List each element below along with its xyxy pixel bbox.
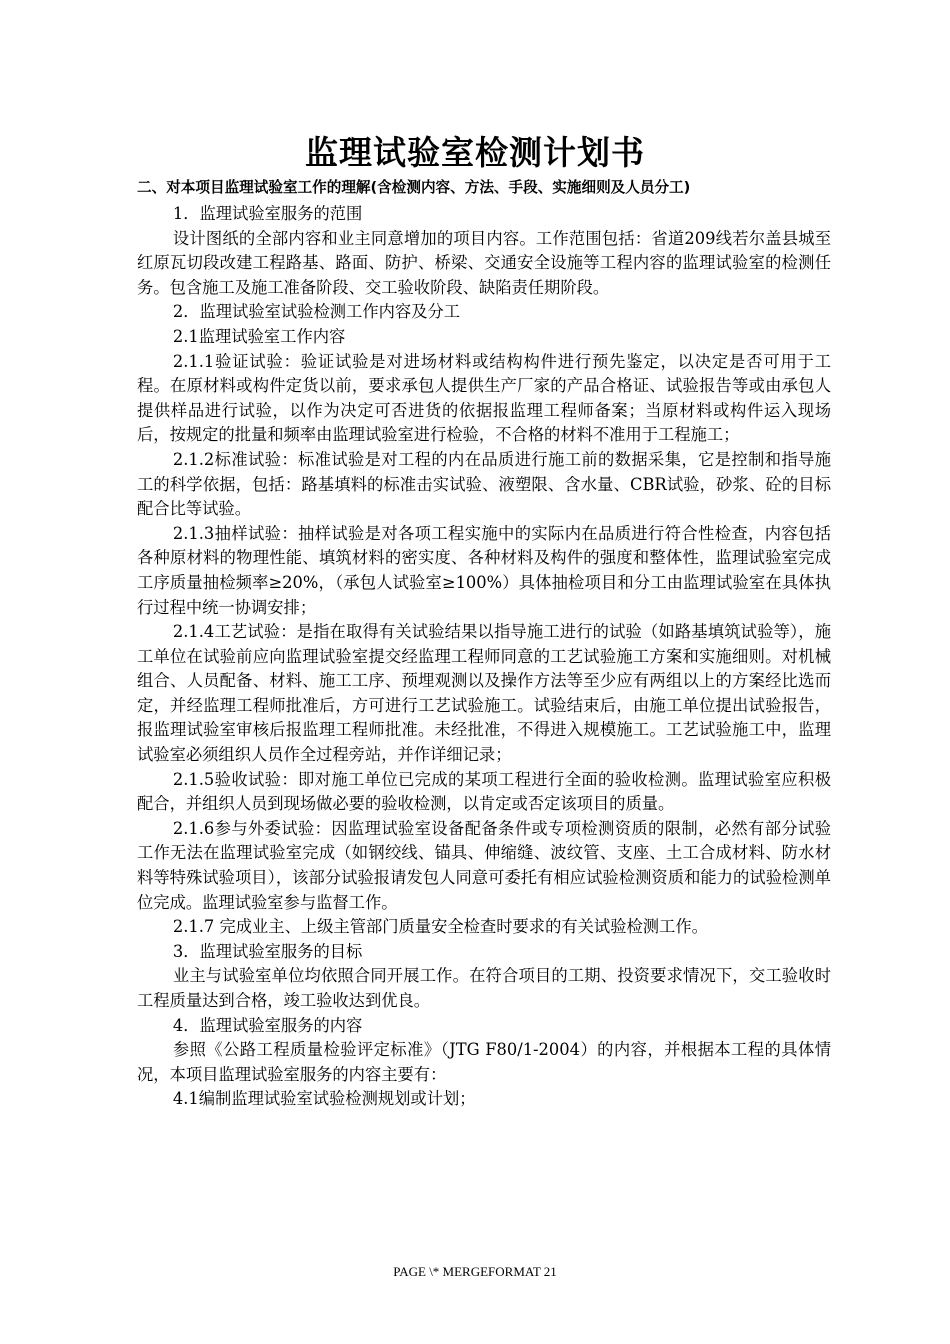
paragraph-14: 4．监理试验室服务的内容 [172,1015,363,1035]
paragraph-11: 2.1.7 完成业主、上级主管部门质量安全检查时要求的有关试验检测工作。 [172,917,708,937]
paragraph-8: 2.1.4工艺试验：是指在取得有关试验结果以指导施工进行的试验（如路基填筑试验等），施工单位在试验前应向监理试验室提交经监理工程师同意的工艺试验施工方案和实施细则。对机械组合、人员配备、材料、施工工序、预埋观测以及操作方法等至少应有两组以上的方案经比选而定，并经监理工程师批准后，方可进行工艺试验施工。试验结束后，由施工单位提出试验报告，报监理试验室审核后报监理工程师批准。未经批准，不得进入规模施工。工艺试验施工中，监理试验室必须组织人员作全过程旁站，并作详细记录； [137,622,831,765]
paragraph-1: 1．监理试验室服务的范围 [172,204,363,223]
page-footer: PAGE \* MERGEFORMAT 21 [393,1264,557,1279]
paragraph-10: 2.1.6参与外委试验：因监理试验室设备配备条件或专项检测资质的限制，必然有部分试验工作无法在监理试验室完成（如钢绞线、锚具、伸缩缝、波纹管、支座、土工合成材料、防水材料等特殊试验项目），该部分试验报请发包人同意可委托有相应试验检测资质和能力的试验检测单位完成。监理试验室参与监督工作。 [137,818,831,912]
paragraph-3: 2．监理试验室试验检测工作内容及分工 [172,302,461,322]
paragraph-16: 4.1编制监理试验室试验检测规划或计划； [172,1089,476,1109]
paragraph-2: 设计图纸的全部内容和业主同意增加的项目内容。工作范围包括：省道209线若尔盖县城至红原瓦切段改建工程路基、路面、防护、桥梁、交通安全设施等工程内容的监理试验室的检测任务。包含施工及施工准备阶段、交工验收阶段、缺陷责任期阶段。 [137,228,831,297]
document-body [137,178,831,1112]
paragraph-13: 业主与试验室单位均依照合同开展工作。在符合项目的工期、投资要求情况下，交工验收时工程质量达到合格，竣工验收达到优良。 [137,966,831,1010]
paragraph-7: 2.1.3抽样试验：抽样试验是对各项工程实施中的实际内在品质进行符合性检查，内容包括各种原材料的物理性能、填筑材料的密实度、各种材料及构件的强度和整体性，监理试验室完成工序质量抽检频率≥20%，（承包人试验室≥100%）具体抽检项目和分工由监理试验室在具体执行过程中统一协调安排； [137,523,831,617]
paragraph-5: 2.1.1验证试验：验证试验是对进场材料或结构构件进行预先鉴定，以决定是否可用于工程。在原材料或构件定货以前，要求承包人提供生产厂家的产品合格证、试验报告等或由承包人提供样品进行试验，以作为决定可否进货的依据报监理工程师备案；当原材料或构件运入现场后，按规定的批量和频率由监理试验室进行检验，不合格的材料不准用于工程施工； [137,351,831,445]
section-heading: 二、对本项目监理试验室工作的理解(含检测内容、方法、手段、实施细则及人员分工) [137,179,691,196]
paragraph-15: 参照《公路工程质量检验评定标准》（JTG F80/1-2004）的内容，并根据本工程的具体情况，本项目监理试验室服务的内容主要有： [137,1040,831,1084]
paragraph-12: 3．监理试验室服务的目标 [172,941,363,961]
paragraph-4: 2.1监理试验室工作内容 [172,326,346,346]
paragraph-6: 2.1.2标准试验：标准试验是对工程的内在品质进行施工前的数据采集，它是控制和指导施工的科学依据，包括：路基填料的标准击实试验、液塑限、含水量、CBR试验，砂浆、砼的目标配合比等试验。 [137,449,831,519]
paragraph-9: 2.1.5验收试验：即对施工单位已完成的某项工程进行全面的验收检测。监理试验室应积极配合，并组织人员到现场做必要的验收检测，以肯定或否定该项目的质量。 [137,769,831,814]
document-title: 监理试验室检测计划书 [305,133,645,172]
